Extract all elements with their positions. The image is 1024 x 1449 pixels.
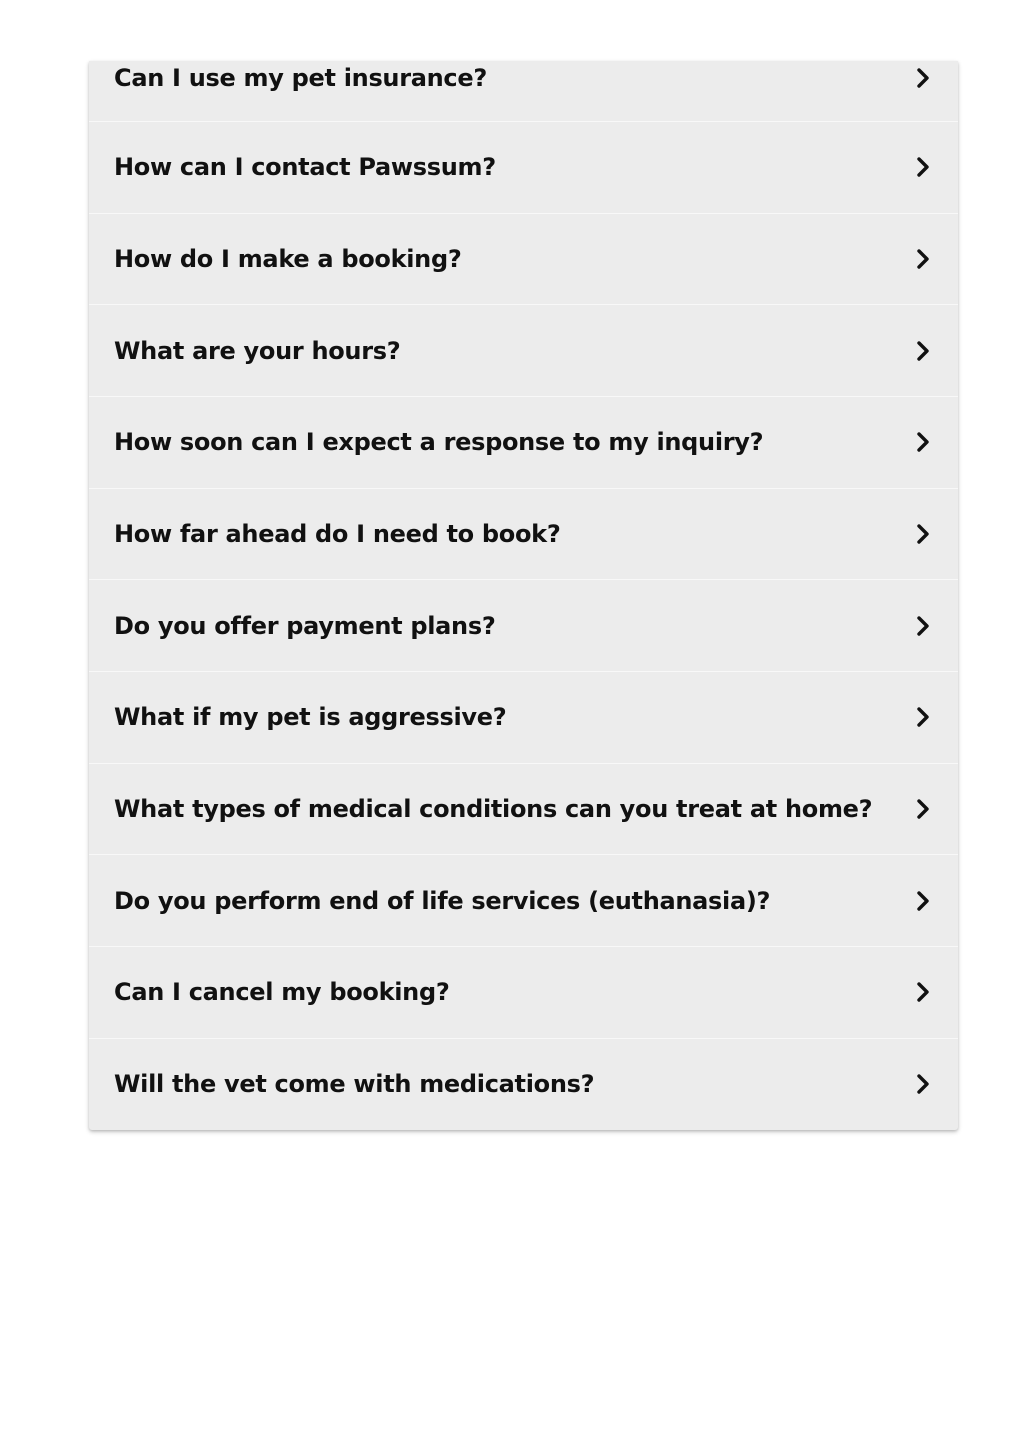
faq-item-hours[interactable] (89, 305, 958, 397)
faq-accordion (89, 61, 958, 1130)
faq-question: Will the vet come with medications? (114, 1070, 595, 1099)
faq-item-payment-plans[interactable] (89, 580, 958, 672)
chevron-right-icon (916, 891, 930, 911)
faq-question: How soon can I expect a response to my inquiry? (114, 428, 764, 457)
faq-question: What types of medical conditions can you treat at home? (114, 794, 873, 823)
faq-question: Can I use my pet insurance? (114, 64, 487, 92)
faq-question: What if my pet is aggressive? (114, 703, 507, 732)
chevron-right-icon (916, 982, 930, 1002)
faq-item-book-ahead[interactable] (89, 489, 958, 581)
chevron-right-icon (916, 249, 930, 269)
faq-question: What are your hours? (114, 336, 401, 365)
chevron-right-icon (916, 799, 930, 819)
faq-item-end-of-life[interactable] (89, 855, 958, 947)
chevron-right-icon (916, 524, 930, 544)
chevron-right-icon (916, 68, 930, 88)
faq-item-cancel-booking[interactable] (89, 947, 958, 1039)
chevron-right-icon (916, 341, 930, 361)
faq-item-aggressive-pet[interactable] (89, 672, 958, 764)
chevron-right-icon (916, 616, 930, 636)
faq-question: How can I contact Pawssum? (114, 153, 496, 182)
faq-question: How far ahead do I need to book? (114, 519, 561, 548)
faq-question: Can I cancel my booking? (114, 978, 450, 1007)
faq-item-contact[interactable] (89, 122, 958, 214)
faq-item-booking[interactable] (89, 214, 958, 306)
chevron-right-icon (916, 432, 930, 452)
faq-question: Do you offer payment plans? (114, 611, 496, 640)
faq-item-pet-insurance[interactable] (89, 61, 958, 122)
faq-item-medications[interactable] (89, 1039, 958, 1131)
faq-question: Do you perform end of life services (euthanasia)? (114, 886, 771, 915)
faq-item-response-time[interactable] (89, 397, 958, 489)
faq-question: How do I make a booking? (114, 244, 462, 273)
chevron-right-icon (916, 1074, 930, 1094)
chevron-right-icon (916, 157, 930, 177)
faq-item-medical-conditions[interactable] (89, 764, 958, 856)
chevron-right-icon (916, 707, 930, 727)
